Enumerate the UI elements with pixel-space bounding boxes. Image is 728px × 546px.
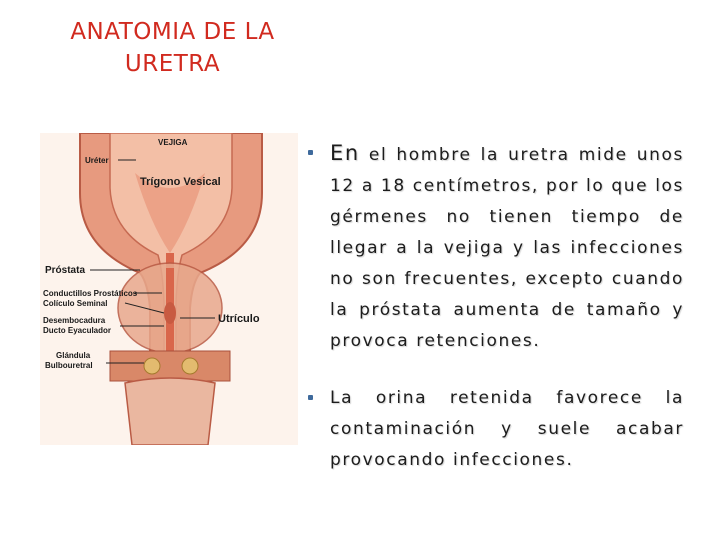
title-line-2: URETRA	[124, 51, 221, 77]
bullet-marker	[308, 150, 313, 155]
label-trigono: Trígono Vesical	[140, 176, 221, 188]
bullet-text: La orina retenida favorece la contaminación y suele acabar provocando infecciones.	[330, 388, 684, 470]
label-desembocadura: Desembocadura	[43, 316, 106, 325]
label-conductillos: Conductillos Prostáticos	[43, 289, 138, 298]
label-utriculo: Utrículo	[218, 313, 260, 325]
bullet-lead-word: En	[330, 141, 360, 165]
bullet-item	[308, 138, 684, 357]
label-bulbouretral: Bulbouretral	[45, 361, 93, 370]
label-ducto: Ducto Eyaculador	[43, 326, 112, 335]
bullet-item	[308, 383, 684, 476]
title-line-1: ANATOMIA DE LA	[70, 19, 275, 45]
label-ureter: Uréter	[85, 156, 109, 165]
label-coliculo: Colículo Seminal	[43, 299, 108, 308]
urethra-anatomy-drawing	[40, 133, 298, 445]
bullet-list	[308, 138, 684, 502]
label-prostata: Próstata	[45, 265, 86, 276]
label-vejiga: VEJIGA	[158, 138, 188, 147]
bullet-text: el hombre la uretra mide unos 12 a 18 centímetros, por lo que los gérmenes no tienen tiempo de llegar a la vejiga y las infecciones no son frecuentes, excepto cuando la próstata aumenta de tamaño y provoca retenciones.	[330, 145, 684, 351]
urethra-anatomy-illustration	[40, 133, 298, 445]
label-glandula: Glándula	[56, 351, 91, 360]
slide-title	[40, 16, 305, 80]
bullet-marker	[308, 395, 313, 400]
